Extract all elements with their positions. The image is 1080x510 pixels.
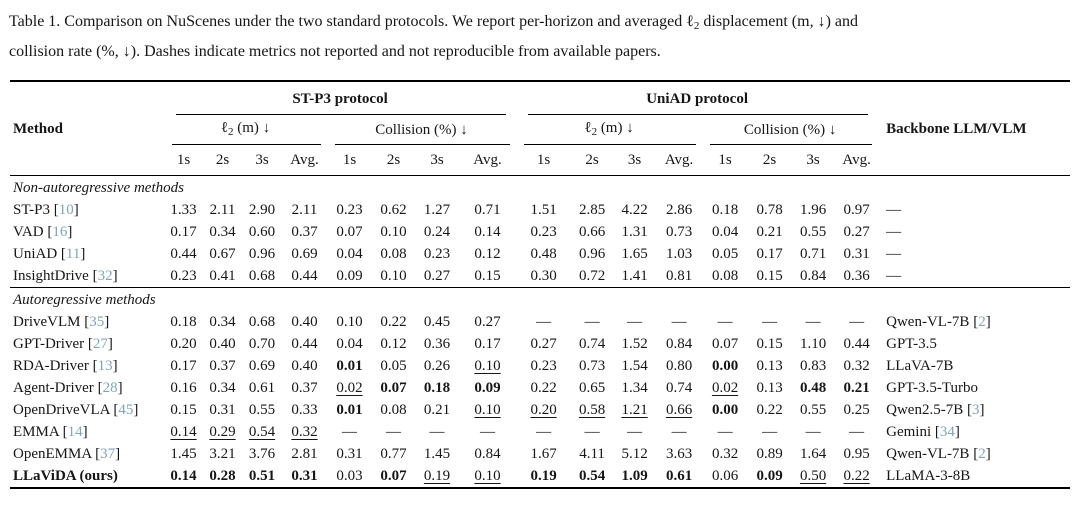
citation-ref[interactable]: 14 [67, 424, 83, 440]
metric-cell: 0.12 [380, 336, 407, 352]
metric-cell: 0.73 [665, 224, 693, 240]
metric-cell: 1.64 [799, 446, 827, 462]
metric-cell: 0.84 [799, 268, 827, 284]
metric-cell: 0.73 [578, 358, 606, 374]
metric-cell: 0.58 [578, 402, 606, 418]
backbone-cell: Qwen2.5-7B [3] [886, 402, 985, 418]
page [0, 9, 1080, 510]
horizon-header: 3s [791, 145, 835, 176]
metric-cell: 0.27 [530, 336, 557, 352]
citation-ref[interactable]: 45 [118, 402, 134, 418]
metric-cell: 0.09 [474, 380, 501, 396]
metric-cell: 0.01 [336, 358, 363, 374]
metric-cell: 0.65 [578, 380, 606, 396]
metric-cell: 0.69 [291, 246, 318, 262]
table-row [10, 443, 1070, 465]
metric-cell: 0.21 [843, 380, 870, 396]
table-caption [9, 9, 1071, 64]
citation-ref[interactable]: 2 [978, 446, 986, 462]
backbone-cell: — [886, 246, 902, 262]
metric-cell: — [805, 314, 821, 330]
metric-cell: 0.27 [843, 224, 870, 240]
metric-cell: 0.09 [336, 268, 363, 284]
metric-cell: 0.32 [711, 446, 739, 462]
l2-symbol: ℓ [686, 13, 694, 30]
backbone-cell: GPT-3.5-Turbo [886, 380, 978, 396]
metric-cell: 0.27 [423, 268, 451, 284]
metric-cell: 0.41 [209, 268, 236, 284]
metric-cell: 0.89 [756, 446, 783, 462]
metric-cell: 0.03 [336, 468, 363, 484]
metric-cell: — [849, 314, 865, 330]
metric-cell: 1.96 [799, 202, 827, 218]
horizon-header: 3s [613, 145, 656, 176]
method-cell: LLaViDA (ours) [13, 468, 118, 484]
metric-cell: 0.01 [336, 402, 363, 418]
metric-cell: 0.71 [799, 246, 827, 262]
backbone-cell: — [886, 268, 902, 284]
table-row [10, 311, 1070, 333]
metric-cell: 0.23 [423, 246, 451, 262]
metric-cell: 0.54 [248, 424, 276, 440]
uniad-l2-header [516, 115, 702, 145]
backbone-cell: LLaMA-3-8B [886, 468, 971, 484]
metric-cell: — [429, 424, 445, 440]
metric-cell: 0.34 [209, 380, 236, 396]
metric-cell: — [536, 314, 552, 330]
section-label: Autoregressive methods [10, 288, 1070, 312]
metric-cell: 0.18 [170, 314, 197, 330]
metric-cell: 1.52 [621, 336, 648, 352]
backbone-column-header: Backbone LLM/VLM [878, 81, 1070, 176]
metric-cell: 0.26 [423, 358, 451, 374]
metric-cell: 0.17 [170, 224, 197, 240]
metric-cell: 2.85 [578, 202, 606, 218]
metric-cell: 2.81 [291, 446, 318, 462]
metric-cell: — [480, 424, 496, 440]
metric-cell: 0.32 [843, 358, 870, 374]
metric-cell: 0.05 [380, 358, 407, 374]
metric-cell: 0.44 [291, 336, 318, 352]
metric-cell: 0.06 [711, 468, 739, 484]
metric-cell: 0.18 [423, 380, 451, 396]
metric-cell: 0.20 [530, 402, 557, 418]
citation-ref[interactable]: 27 [92, 336, 108, 352]
metric-cell: 0.13 [756, 380, 783, 396]
metric-cell: 0.22 [530, 380, 557, 396]
metric-cell: 0.15 [474, 268, 501, 284]
metric-cell: 0.71 [474, 202, 501, 218]
metric-cell: 3.21 [209, 446, 236, 462]
method-column-header: Method [10, 81, 164, 176]
metric-cell: 0.48 [530, 246, 557, 262]
metric-cell: 0.40 [209, 336, 236, 352]
metric-cell: 1.09 [621, 468, 648, 484]
metric-cell: 1.65 [621, 246, 648, 262]
metric-cell: — [717, 424, 733, 440]
metric-cell: 2.90 [248, 202, 276, 218]
table-row [10, 355, 1070, 377]
metric-cell: 0.95 [843, 446, 870, 462]
metric-cell: 0.55 [248, 402, 276, 418]
l2-symbol: ℓ [584, 120, 592, 136]
metric-cell: 0.07 [336, 224, 363, 240]
metric-cell: 0.36 [423, 336, 451, 352]
uniad-protocol-header: UniAD protocol [516, 81, 878, 115]
metric-cell: 0.13 [756, 358, 783, 374]
metric-cell: — [536, 424, 552, 440]
metric-cell: 0.55 [799, 402, 827, 418]
table-row [10, 199, 1070, 221]
metric-cell: 1.27 [423, 202, 451, 218]
metric-cell: 0.27 [474, 314, 501, 330]
method-cell: EMMA [14] [13, 424, 88, 440]
metric-cell: 0.25 [843, 402, 870, 418]
metric-cell: 0.68 [248, 314, 276, 330]
table-row [10, 221, 1070, 243]
metric-cell: 0.31 [209, 402, 236, 418]
metric-cell: 0.19 [530, 468, 557, 484]
table-row [10, 265, 1070, 288]
metric-cell: 0.50 [799, 468, 827, 484]
metric-cell: 0.69 [248, 358, 276, 374]
metric-cell: 4.22 [621, 202, 648, 218]
horizon-header: Avg. [835, 145, 878, 176]
l2-units: (m) ↓ [233, 120, 271, 136]
horizon-header: 1s [702, 145, 748, 176]
metric-cell: 0.84 [474, 446, 501, 462]
metric-cell: 0.18 [711, 202, 739, 218]
metric-cell: 0.61 [665, 468, 693, 484]
l2-subscript: 2 [591, 126, 598, 138]
horizon-header: Avg. [459, 145, 516, 176]
metric-cell: 0.37 [291, 224, 318, 240]
backbone-cell: GPT-3.5 [886, 336, 937, 352]
metric-cell: 1.45 [170, 446, 197, 462]
citation-ref[interactable]: 3 [971, 402, 980, 418]
metric-cell: 0.62 [380, 202, 407, 218]
metric-cell: 0.04 [336, 336, 363, 352]
metric-cell: 0.44 [291, 268, 318, 284]
metric-cell: — [584, 314, 600, 330]
metric-cell: 1.54 [621, 358, 648, 374]
metric-cell: 0.22 [843, 468, 870, 484]
metric-cell: 4.11 [579, 446, 605, 462]
metric-cell: 0.70 [248, 336, 276, 352]
metric-cell: 0.30 [530, 268, 557, 284]
metric-cell: 0.08 [380, 402, 407, 418]
metric-cell: 0.40 [291, 314, 318, 330]
metric-cell: 0.10 [474, 402, 501, 418]
citation-ref[interactable]: 34 [939, 424, 955, 440]
metric-cell: 0.10 [380, 224, 407, 240]
caption-line1-pre: Table 1. Comparison on NuScenes under the two standard protocols. We report per-horizon and averaged [9, 13, 687, 30]
metric-cell: 0.00 [711, 358, 739, 374]
metric-cell: — [627, 314, 643, 330]
metric-cell: 0.10 [474, 468, 501, 484]
metric-cell: 0.55 [799, 224, 827, 240]
metric-cell: 0.14 [170, 424, 197, 440]
metric-cell: 0.74 [578, 336, 606, 352]
results-table [10, 80, 1070, 489]
horizon-header: 2s [372, 145, 415, 176]
metric-cell: — [671, 314, 687, 330]
section-header-row [10, 288, 1070, 312]
horizon-header: 3s [415, 145, 459, 176]
horizon-header: 1s [327, 145, 372, 176]
metric-cell: 1.21 [621, 402, 648, 418]
metric-cell: 0.22 [380, 314, 407, 330]
metric-cell: 0.45 [423, 314, 451, 330]
metric-cell: 0.51 [248, 468, 276, 484]
metric-cell: — [717, 314, 733, 330]
method-cell: OpenDriveVLA [45] [13, 402, 139, 418]
metric-cell: 0.96 [248, 246, 276, 262]
method-cell: RDA-Driver [13] [13, 358, 118, 374]
metric-cell: 0.78 [756, 202, 783, 218]
metric-cell: 0.15 [170, 402, 197, 418]
method-cell: OpenEMMA [37] [13, 446, 121, 462]
horizon-header: Avg. [282, 145, 327, 176]
metric-cell: 0.22 [756, 402, 783, 418]
metric-cell: 0.36 [843, 268, 870, 284]
metric-cell: 0.66 [665, 402, 693, 418]
protocol-header-row [10, 81, 1070, 115]
metric-cell: 0.17 [756, 246, 783, 262]
metric-cell: 5.12 [621, 446, 648, 462]
metric-cell: 0.17 [170, 358, 197, 374]
backbone-cell: — [886, 202, 902, 218]
metric-cell: 0.08 [711, 268, 739, 284]
metric-cell: — [627, 424, 643, 440]
metric-cell: 0.34 [209, 314, 236, 330]
metric-cell: 1.34 [621, 380, 648, 396]
metric-cell: 1.41 [621, 268, 648, 284]
metric-cell: 0.81 [665, 268, 693, 284]
metric-cell: 2.86 [665, 202, 693, 218]
table-row [10, 243, 1070, 265]
backbone-cell: Qwen-VL-7B [2] [886, 446, 991, 462]
citation-ref[interactable]: 10 [58, 202, 74, 218]
caption-line2: collision rate (%, ↓). Dashes indicate metrics not reported and not reproducible from available papers. [9, 43, 661, 60]
citation-ref[interactable]: 35 [89, 314, 105, 330]
metric-cell: 1.51 [530, 202, 557, 218]
metric-cell: 0.04 [711, 224, 739, 240]
metric-cell: 0.80 [665, 358, 693, 374]
metric-cell: — [762, 424, 778, 440]
metric-cell: 0.02 [336, 380, 363, 396]
metric-cell: 0.96 [578, 246, 606, 262]
l2-symbol: ℓ [220, 120, 228, 136]
metric-cell: 2.11 [291, 202, 318, 218]
citation-ref[interactable]: 2 [978, 314, 986, 330]
table-row [10, 399, 1070, 421]
metric-cell: 0.72 [578, 268, 606, 284]
method-cell: ST-P3 [10] [13, 202, 79, 218]
metric-cell: 0.24 [423, 224, 451, 240]
backbone-cell: Qwen-VL-7B [2] [886, 314, 991, 330]
metric-cell: 0.29 [209, 424, 236, 440]
method-cell: Agent-Driver [28] [13, 380, 123, 396]
metric-cell: 0.28 [209, 468, 236, 484]
metric-cell: 0.84 [665, 336, 693, 352]
metric-cell: 0.10 [336, 314, 363, 330]
metric-cell: — [386, 424, 401, 440]
metric-cell: 0.15 [756, 336, 783, 352]
stp3-l2-header [164, 115, 327, 145]
metric-cell: 0.10 [474, 358, 501, 374]
metric-cell: 1.33 [170, 202, 197, 218]
backbone-cell: Gemini [34] [886, 424, 960, 440]
metric-cell: 1.03 [665, 246, 693, 262]
metric-cell: 0.74 [665, 380, 693, 396]
stp3-collision-header: Collision (%) ↓ [327, 115, 516, 145]
metric-cell: 0.37 [209, 358, 236, 374]
uniad-collision-header: Collision (%) ↓ [702, 115, 878, 145]
metric-cell: 3.76 [248, 446, 276, 462]
horizon-header: 3s [242, 145, 282, 176]
metric-cell: — [805, 424, 821, 440]
metric-cell: 0.44 [843, 336, 870, 352]
metric-cell: 0.09 [756, 468, 783, 484]
metric-cell: — [342, 424, 357, 440]
metric-cell: 0.23 [530, 224, 557, 240]
metric-cell: 0.54 [578, 468, 606, 484]
metric-cell: 0.37 [291, 380, 318, 396]
metric-cell: — [849, 424, 865, 440]
metric-cell: 0.07 [711, 336, 739, 352]
metric-cell: 0.23 [170, 268, 197, 284]
citation-ref[interactable]: 32 [97, 268, 113, 284]
metric-cell: 0.23 [336, 202, 363, 218]
metric-cell: 0.31 [336, 446, 363, 462]
metric-cell: — [584, 424, 600, 440]
metric-cell: 3.63 [665, 446, 693, 462]
table-row [10, 333, 1070, 355]
horizon-header: Avg. [656, 145, 702, 176]
backbone-cell: LLaVA-7B [886, 358, 954, 374]
metric-cell: — [671, 424, 687, 440]
citation-ref[interactable]: 16 [52, 224, 68, 240]
metric-cell: 0.17 [474, 336, 501, 352]
citation-ref[interactable]: 28 [102, 380, 118, 396]
metric-cell: 1.45 [423, 446, 451, 462]
method-cell: DriveVLM [35] [13, 314, 110, 330]
method-cell: UniAD [11] [13, 246, 86, 262]
metric-cell: 1.10 [799, 336, 827, 352]
metric-cell: 0.77 [380, 446, 407, 462]
metric-cell: 0.14 [170, 468, 197, 484]
metric-cell: 0.19 [423, 468, 451, 484]
metric-cell: 0.31 [843, 246, 870, 262]
horizon-header: 2s [203, 145, 242, 176]
metric-cell: 0.83 [799, 358, 827, 374]
metric-cell: 0.44 [170, 246, 197, 262]
metric-cell: 0.04 [336, 246, 363, 262]
metric-cell: 0.08 [380, 246, 407, 262]
table-row [10, 421, 1070, 443]
horizon-header: 1s [164, 145, 203, 176]
backbone-cell: — [886, 224, 902, 240]
table-row [10, 377, 1070, 399]
metric-cell: 0.21 [423, 402, 451, 418]
metric-cell: 2.11 [209, 202, 236, 218]
stp3-protocol-header: ST-P3 protocol [164, 81, 516, 115]
section-label: Non-autoregressive methods [13, 179, 184, 196]
metric-cell: 0.14 [474, 224, 501, 240]
horizon-header: 2s [748, 145, 791, 176]
citation-ref[interactable]: 37 [100, 446, 116, 462]
metric-cell: 0.31 [291, 468, 318, 484]
l2-subscript: 2 [693, 20, 700, 32]
metric-cell: 0.00 [711, 402, 739, 418]
citation-ref[interactable]: 13 [97, 358, 113, 374]
metric-cell: 1.67 [530, 446, 557, 462]
metric-cell: 0.67 [209, 246, 236, 262]
l2-subscript: 2 [228, 126, 234, 138]
metric-cell: 0.02 [711, 380, 739, 396]
metric-cell: 0.07 [380, 468, 407, 484]
metric-cell: 0.34 [209, 224, 236, 240]
metric-cell: 0.07 [380, 380, 407, 396]
metric-cell: 0.16 [170, 380, 197, 396]
metric-cell: 0.61 [248, 380, 276, 396]
metric-cell: 0.20 [170, 336, 197, 352]
metric-cell: 0.60 [248, 224, 276, 240]
method-cell: GPT-Driver [27] [13, 336, 113, 352]
metric-cell: 0.40 [291, 358, 318, 374]
metric-cell: 0.10 [380, 268, 407, 284]
metric-cell: 0.21 [756, 224, 783, 240]
horizon-header: 1s [516, 145, 571, 176]
metric-cell: 0.23 [530, 358, 557, 374]
metric-cell: 0.05 [711, 246, 739, 262]
metric-cell: 0.66 [578, 224, 606, 240]
metric-cell: 0.68 [248, 268, 276, 284]
caption-line1-post: displacement (m, ↓) and [699, 13, 859, 30]
metric-cell: 0.33 [291, 402, 318, 418]
l2-units: (m) ↓ [597, 120, 634, 136]
horizon-header: 2s [571, 145, 613, 176]
section-header-row [10, 176, 1070, 200]
metric-cell: 0.12 [474, 246, 501, 262]
citation-ref[interactable]: 11 [65, 246, 81, 262]
metric-cell: 0.97 [843, 202, 870, 218]
metric-cell: — [762, 314, 778, 330]
method-cell: VAD [16] [13, 224, 73, 240]
table-row [10, 465, 1070, 488]
metric-cell: 0.15 [756, 268, 783, 284]
method-cell: InsightDrive [32] [13, 268, 118, 284]
metric-cell: 0.48 [799, 380, 827, 396]
metric-cell: 1.31 [621, 224, 648, 240]
metric-cell: 0.32 [291, 424, 318, 440]
